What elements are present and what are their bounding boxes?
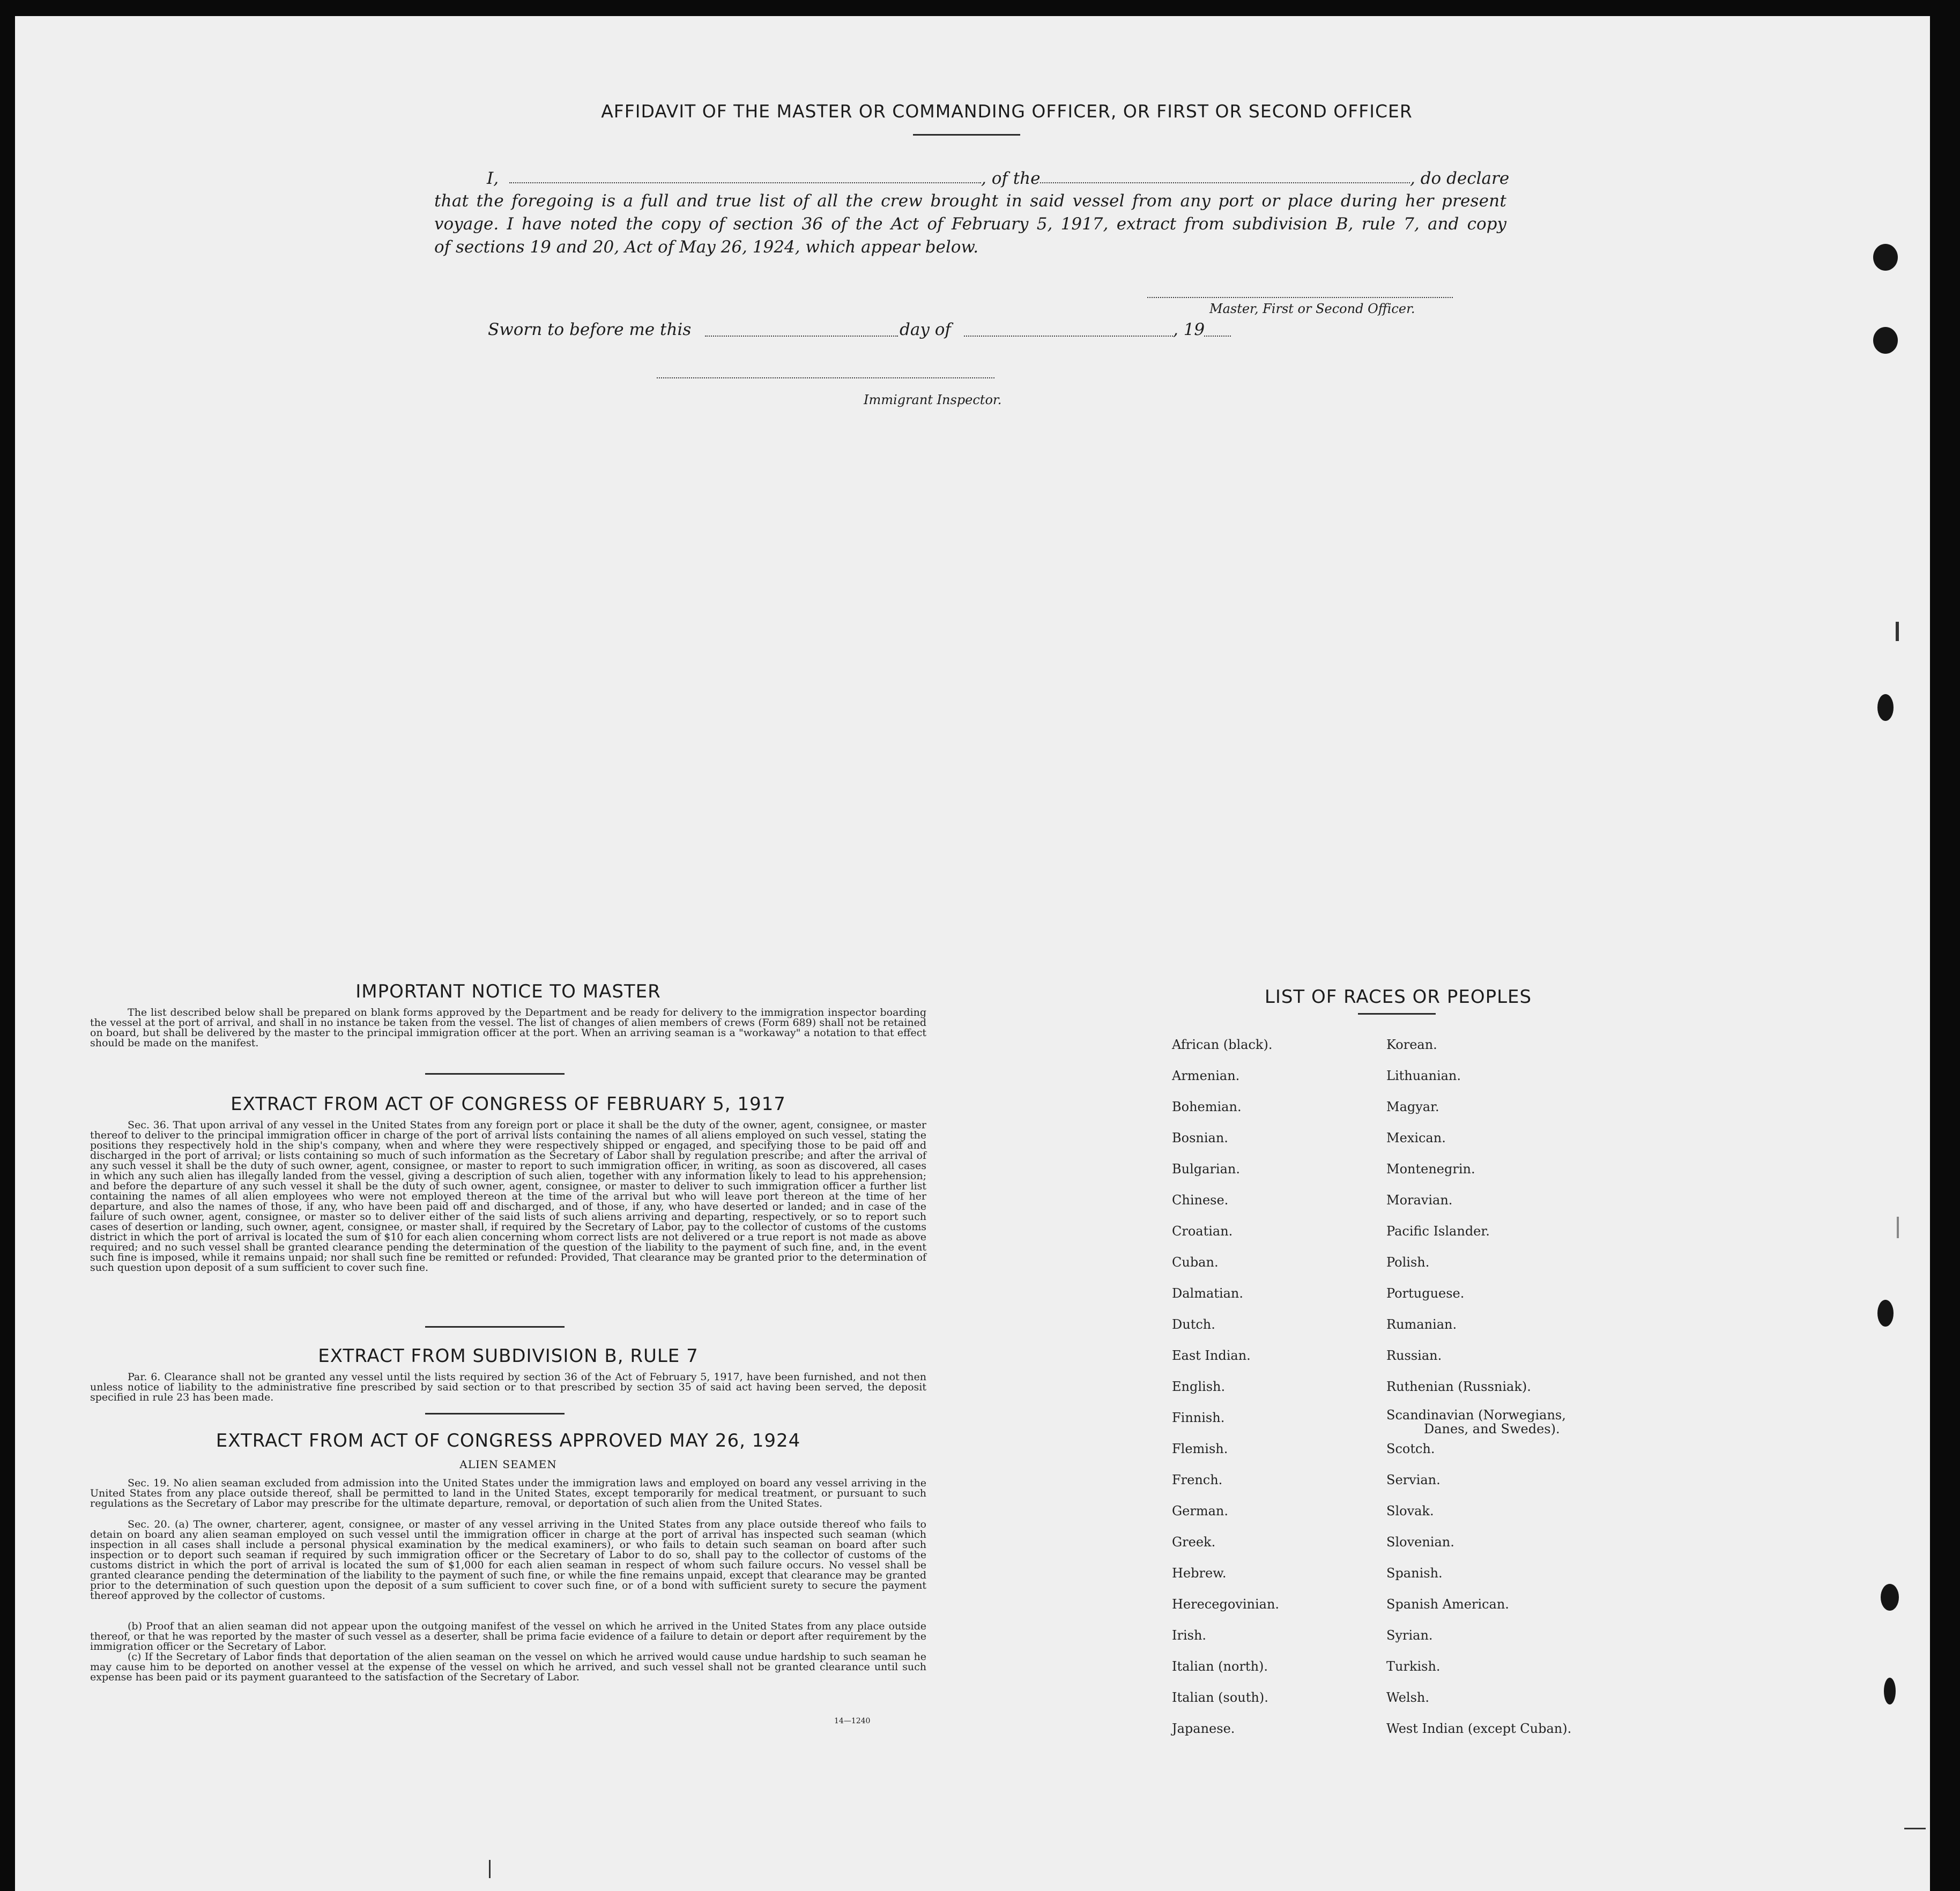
- affidavit-do-declare: , do declare: [1410, 169, 1510, 188]
- races-title: LIST OF RACES OR PEOPLES: [1264, 986, 1532, 1008]
- race-left-item: Flemish.: [1172, 1441, 1228, 1456]
- punch-hole: [1877, 694, 1894, 721]
- punch-hole: [1873, 327, 1898, 354]
- affidavit-of-the: , of the: [981, 169, 1041, 188]
- sworn-label: Sworn to before me this: [488, 320, 692, 339]
- race-left-item: Bulgarian.: [1172, 1162, 1240, 1177]
- document-page: [15, 16, 1930, 1891]
- race-right-item: Ruthenian (Russniak).: [1386, 1379, 1531, 1394]
- race-right-item: Slovak.: [1386, 1503, 1434, 1518]
- affidavit-line-2: that the foregoing is a full and true list of all the crew brought in said vessel from any port or place during her present: [434, 191, 1506, 211]
- race-left-item: Greek.: [1172, 1535, 1216, 1550]
- race-right-item-continuation: Danes, and Swedes).: [1424, 1421, 1560, 1436]
- sec-19-text: Sec. 19. No alien seaman excluded from admission into the United States under the immigration laws and employed on board any vessel arriving in the United States from any place outside thereof, shall be permitted to land in the United States, except temporarily for medical treatment, or pursuant to such regulations as the Secretary of Labor may prescribe for the ultimate departure, removal, or deportation of such alien from the United States.: [90, 1477, 926, 1509]
- sec-20a-text: Sec. 20. (a) The owner, charterer, agent, consignee, or master of any vessel arriving in the United States from any place outside thereof who fails to detain on board any alien seaman employed on such vessel until the immigration officer in charge at the port of arrival has inspected such seaman (which inspection in all cases shall include a personal physical examination by the medical examiners), or who fails to detain such seaman on board after such inspection or to deport such seaman if required by such immigration officer or the Secretary of Labor to do so, shall pay to the collector of customs of the customs district in which the port of arrival is located the sum of $1,000 for each alien seaman in respect of whom such failure occurs. No vessel shall be granted clearance pending the determination of the liability to the payment of such fine, or while the fine remains unpaid, except that clearance may be granted prior to the determination of such question upon the deposit of a sum sufficient to cover such fine, or of a bond with sufficient surety to secure the payment thereof approved by the collector of customs.: [90, 1518, 926, 1602]
- race-left-item: Croatian.: [1172, 1224, 1233, 1239]
- race-left-item: Herecegovinian.: [1172, 1597, 1280, 1612]
- race-left-item: Cuban.: [1172, 1255, 1219, 1270]
- name-blank[interactable]: [509, 182, 981, 183]
- race-left-item: Hebrew.: [1172, 1566, 1227, 1581]
- race-right-item: Lithuanian.: [1386, 1068, 1461, 1083]
- scan-mark: [489, 1860, 491, 1878]
- race-right-item: Polish.: [1386, 1255, 1430, 1270]
- act-1924-title: EXTRACT FROM ACT OF CONGRESS APPROVED MAY 26, 1924: [216, 1430, 801, 1451]
- race-left-item: Italian (north).: [1172, 1659, 1268, 1674]
- affidavit-title: AFFIDAVIT OF THE MASTER OR COMMANDING OFFICER, OR FIRST OR SECOND OFFICER: [601, 101, 1413, 122]
- race-right-item: Portuguese.: [1386, 1286, 1465, 1301]
- race-right-item: Scandinavian (Norwegians,: [1386, 1408, 1566, 1423]
- race-right-item: Syrian.: [1386, 1628, 1433, 1643]
- year-label: , 19: [1173, 320, 1205, 339]
- act-1917-title: EXTRACT FROM ACT OF CONGRESS OF FEBRUARY 5, 1917: [231, 1093, 786, 1115]
- race-right-item: Slovenian.: [1386, 1535, 1454, 1550]
- race-left-item: Bohemian.: [1172, 1099, 1242, 1114]
- race-left-item: German.: [1172, 1503, 1228, 1518]
- sworn-day-blank[interactable]: [705, 336, 898, 337]
- race-left-item: Japanese.: [1172, 1721, 1235, 1736]
- section-divider: [425, 1073, 565, 1075]
- punch-hole: [1884, 1678, 1896, 1704]
- race-left-item: Bosnian.: [1172, 1130, 1228, 1145]
- race-right-item: Mexican.: [1386, 1130, 1446, 1145]
- race-right-item: Spanish.: [1386, 1566, 1443, 1581]
- race-left-item: English.: [1172, 1379, 1226, 1394]
- affidavit-line-3: voyage. I have noted the copy of section 36 of the Act of February 5, 1917, extract from subdivision B, rule 7, and copy: [434, 214, 1506, 234]
- vessel-blank[interactable]: [1040, 182, 1410, 183]
- punch-hole: [1881, 1584, 1899, 1611]
- rule-7-title: EXTRACT FROM SUBDIVISION B, RULE 7: [318, 1345, 699, 1367]
- inspector-signature-line[interactable]: [657, 377, 994, 378]
- sworn-month-blank[interactable]: [964, 336, 1173, 337]
- race-right-item: Rumanian.: [1386, 1317, 1457, 1332]
- sec-20b-text: (b) Proof that an alien seaman did not appear upon the outgoing manifest of the vessel on which he arrived in the United States from any place outside thereof, or that he was reported by the master of such vessel as a deserter, shall be prima facie evidence of a failure to detain or deport after requirement by the immigration officer or the Secretary of Labor.: [90, 1620, 926, 1652]
- affidavit-i: I,: [487, 169, 499, 188]
- race-left-item: French.: [1172, 1472, 1223, 1487]
- race-right-item: Magyar.: [1386, 1099, 1439, 1114]
- race-left-item: Armenian.: [1172, 1068, 1240, 1083]
- section-divider: [425, 1413, 565, 1414]
- master-signature-label: Master, First or Second Officer.: [1209, 301, 1415, 316]
- race-right-item: Scotch.: [1386, 1441, 1435, 1456]
- race-right-item: Welsh.: [1386, 1690, 1429, 1705]
- race-left-item: East Indian.: [1172, 1348, 1251, 1363]
- rule-7-text: Par. 6. Clearance shall not be granted any vessel until the lists required by section 36 of the Act of February 5, 1917, have been furnished, and not then unless notice of liability to the administrative fine prescribed by said section or to that prescribed by section 35 of said act having been served, the deposit specified in rule 23 has been made.: [90, 1371, 926, 1403]
- alien-seamen-subtitle: ALIEN SEAMEN: [459, 1458, 557, 1471]
- scan-mark: [1896, 622, 1899, 641]
- day-of-label: day of: [900, 320, 951, 339]
- punch-hole: [1877, 1300, 1894, 1327]
- race-left-item: Dutch.: [1172, 1317, 1215, 1332]
- scan-border-left: [0, 0, 15, 1891]
- race-left-item: Italian (south).: [1172, 1690, 1268, 1705]
- race-right-item: Montenegrin.: [1386, 1162, 1475, 1177]
- race-right-item: Pacific Islander.: [1386, 1224, 1490, 1239]
- race-right-item: Russian.: [1386, 1348, 1442, 1363]
- race-left-item: Irish.: [1172, 1628, 1207, 1643]
- scan-border-top: [0, 0, 1960, 16]
- master-signature-line[interactable]: [1147, 297, 1453, 298]
- race-left-item: Chinese.: [1172, 1193, 1229, 1208]
- races-divider: [1358, 1013, 1436, 1015]
- notice-text: The list described below shall be prepared on blank forms approved by the Department and be ready for delivery to the immigration inspector boarding the vessel at the port of arrival, and shall in no instance be taken from the vessel. The list of changes of alien members of crews (Form 689) shall not be retained on board, but shall be delivered by the master to the principal immigration officer at the port. When an arriving seaman is a "workaway" a notation to that effect should be made on the manifest.: [90, 1007, 926, 1049]
- act-1917-text: Sec. 36. That upon arrival of any vessel in the United States from any foreign port or place it shall be the duty of the owner, agent, consignee, or master thereof to deliver to the principal immigration officer in charge of the port of arrival lists containing the names of all aliens employed on such vessel, stating the positions they respectively hold in the ship's company, when and where they were respectively shipped or engaged, and specifying those to be paid off and discharged in the port of arrival; or lists containing so much of such information as the Secretary of Labor shall by regulation prescribe; and after the arrival of any such vessel it shall be the duty of such owner, agent, consignee, or master to report to such immigration officer, in writing, as soon as discovered, all cases in which any such alien has illegally landed from the vessel, giving a description of such alien, together with any information likely to lead to his apprehension; and before the departure of any such vessel it shall be the duty of such owner, agent, consignee, or master to deliver to such immigration officer a further list containing the names of all alien employees who were not employed thereon at the time of the arrival but who will leave port thereon at the time of her departure, and also the names of those, if any, who have been paid off and discharged, and of those, if any, who have deserted or landed; and in case of the failure of such owner, agent, consignee, or master so to deliver either of the said lists of such aliens arriving and departing, respectively, or so to report such cases of desertion or landing, such owner, agent, consignee, or master shall, if required by the Secretary of Labor, pay to the collector of customs of the customs district in which the port of arrival is located the sum of $10 for each alien concerning whom correct lists are not delivered or a true report is not made as above required; and no such vessel shall be granted clearance pending the determination of the question of the liability to the payment of such fine, and, in the event such fine is imposed, while it remains unpaid; nor shall such fine be remitted or refunded: Provided, That clearance may be granted prior to the determination of such question upon deposit of a sum sufficient to cover such fine.: [90, 1119, 926, 1274]
- race-left-item: African (black).: [1172, 1037, 1273, 1052]
- section-divider: [425, 1326, 565, 1328]
- sworn-year-blank[interactable]: [1204, 336, 1231, 337]
- race-right-item: Korean.: [1386, 1037, 1437, 1052]
- race-right-item: Spanish American.: [1386, 1597, 1509, 1612]
- race-right-item: Turkish.: [1386, 1659, 1441, 1674]
- title-divider: [913, 134, 1020, 136]
- sec-20c-text: (c) If the Secretary of Labor finds that deportation of the alien seaman on the vessel on which he arrived would cause undue hardship to such seaman he may cause him to be deported on another vessel at the expense of the vessel on which he arrived, and such vessel shall not be granted clearance until such expense has been paid or its payment guaranteed to the satisfaction of the Secretary of Labor.: [90, 1651, 926, 1683]
- punch-hole: [1873, 244, 1898, 271]
- inspector-signature-label: Immigrant Inspector.: [864, 392, 1002, 407]
- scan-mark: [1897, 1217, 1899, 1238]
- race-right-item: Servian.: [1386, 1472, 1441, 1487]
- scan-border-right: [1930, 0, 1960, 1891]
- affidavit-line-4: of sections 19 and 20, Act of May 26, 1924, which appear below.: [434, 237, 979, 257]
- notice-title: IMPORTANT NOTICE TO MASTER: [355, 981, 661, 1002]
- race-left-item: Dalmatian.: [1172, 1286, 1244, 1301]
- race-right-item: Moravian.: [1386, 1193, 1453, 1208]
- race-right-item: West Indian (except Cuban).: [1386, 1721, 1572, 1736]
- form-number: 14—1240: [834, 1717, 871, 1725]
- race-left-item: Finnish.: [1172, 1410, 1225, 1425]
- scan-mark: [1904, 1828, 1926, 1829]
